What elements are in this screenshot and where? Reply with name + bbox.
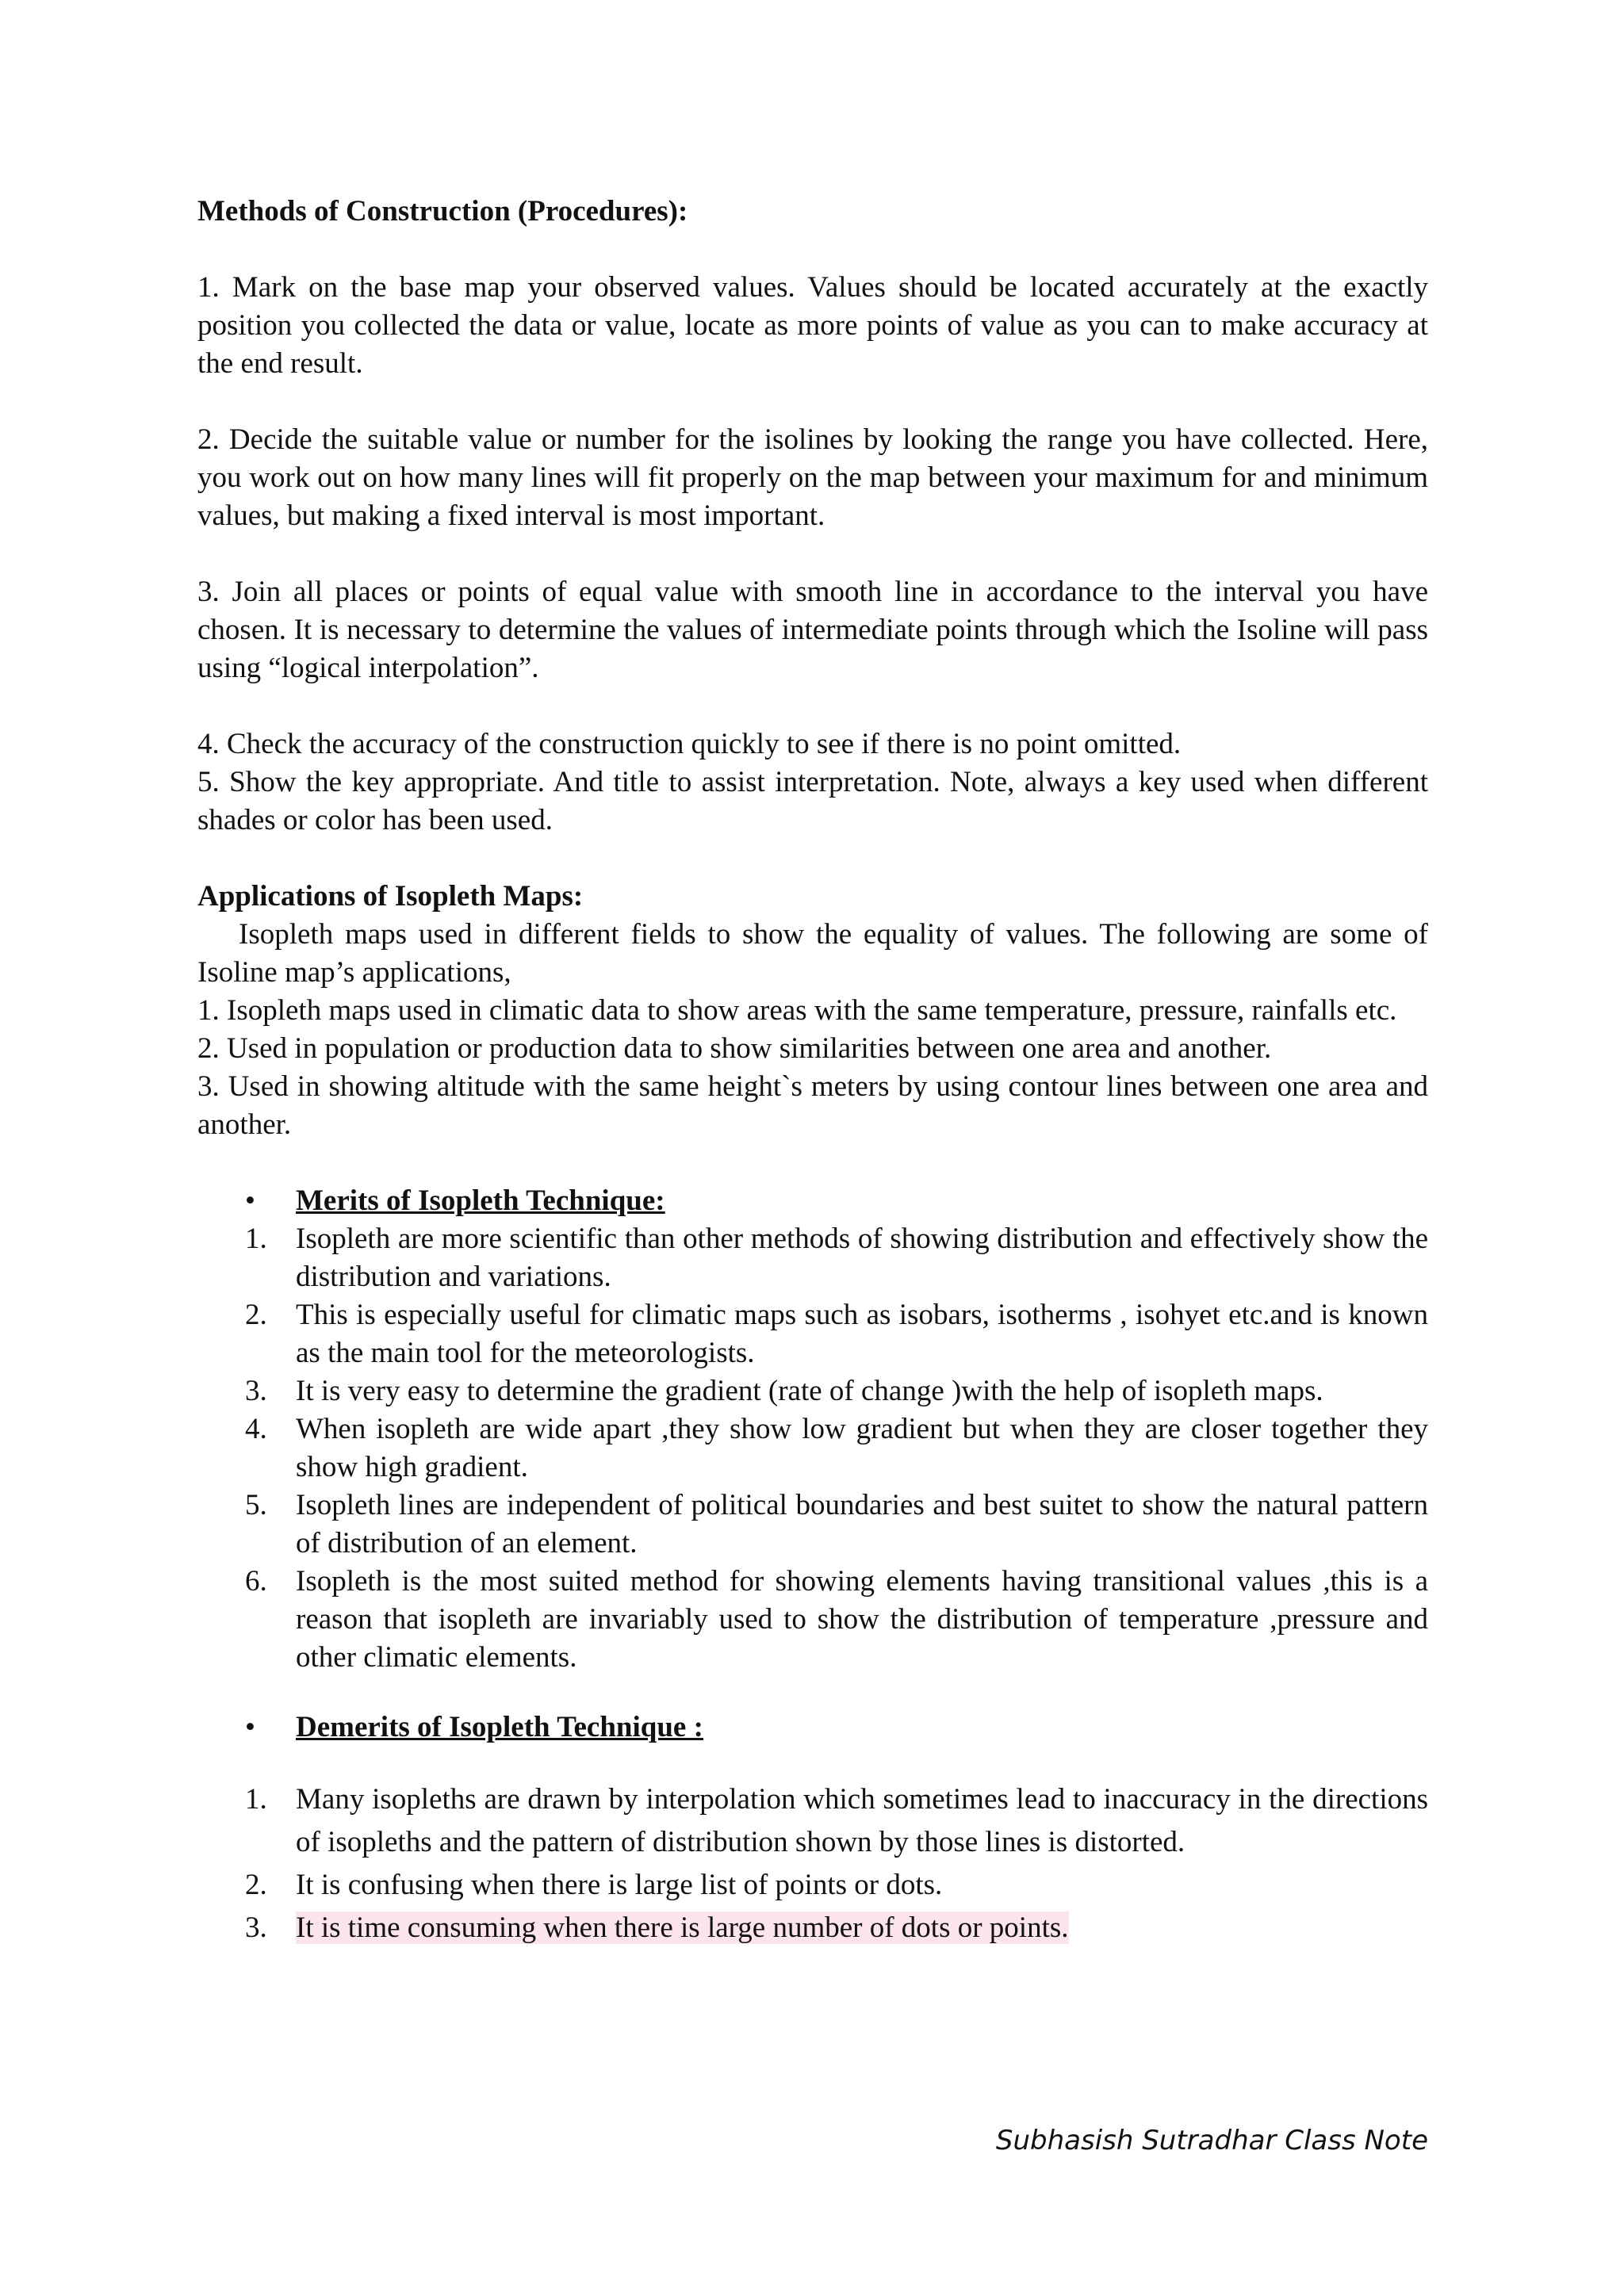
list-number: 4. bbox=[245, 1413, 267, 1445]
method-step-5: 5. Show the key appropriate. And title to assist interpretation. Note, always a key used when different shades or color has been used. bbox=[197, 766, 1428, 836]
list-item-text-highlighted: It is time consuming when there is large number of dots or points. bbox=[296, 1911, 1069, 1944]
list-item bbox=[197, 1220, 1428, 1296]
list-item-text: Isopleth is the most suited method for showing elements having transitional values ,this is a reason that isopleth are invariably used to show the distribution of temperature ,pressure and other climatic elements. bbox=[296, 1565, 1428, 1674]
list-item-text: It is very easy to determine the gradient (rate of change )with the help of isopleth maps. bbox=[296, 1375, 1323, 1407]
applications-heading: Applications of Isopleth Maps: bbox=[197, 880, 584, 913]
list-item bbox=[197, 1410, 1428, 1487]
demerits-heading-row bbox=[197, 1709, 1428, 1747]
list-item bbox=[197, 1487, 1428, 1563]
merits-heading-row bbox=[197, 1182, 1428, 1220]
list-item-text: It is confusing when there is large list of points or dots. bbox=[296, 1869, 943, 1901]
methods-heading: Methods of Construction (Procedures): bbox=[197, 195, 688, 228]
list-item bbox=[197, 1778, 1428, 1864]
applications-intro: Isopleth maps used in different fields to show the equality of values. The following are some of Isoline map’s applications, bbox=[197, 918, 1428, 989]
method-step-4: 4. Check the accuracy of the construction quickly to see if there is no point omitted. bbox=[197, 728, 1182, 760]
demerits-list bbox=[197, 1778, 1428, 1950]
list-number: 5. bbox=[245, 1489, 267, 1521]
list-number: 6. bbox=[245, 1565, 267, 1598]
list-number: 3. bbox=[245, 1375, 267, 1407]
list-item-text: Many isopleths are drawn by interpolation which sometimes lead to inaccuracy in the directions of isopleths and the pattern of distribution shown by those lines is distorted. bbox=[296, 1783, 1428, 1858]
list-item bbox=[197, 1864, 1428, 1907]
list-item-text: Isopleth are more scientific than other methods of showing distribution and effectively show the distribution and variations. bbox=[296, 1223, 1428, 1293]
merits-list bbox=[197, 1220, 1428, 1677]
application-item-1: 1. Isopleth maps used in climatic data to show areas with the same temperature, pressure, rainfalls etc. bbox=[197, 994, 1397, 1027]
list-item bbox=[197, 1907, 1428, 1950]
footer-note: Subhasish Sutradhar Class Note bbox=[995, 2125, 1428, 2156]
list-item bbox=[197, 1296, 1428, 1372]
method-step-2: 2. Decide the suitable value or number for the isolines by looking the range you have collected. Here, you work out on how many lines will fit properly on the map between your maximum for and minimum values, but making a fixed interval is most important. bbox=[197, 423, 1428, 532]
list-item bbox=[197, 1563, 1428, 1677]
list-number: 1. bbox=[245, 1783, 267, 1816]
list-item-text: Isopleth lines are independent of political boundaries and best suitet to show the natural pattern of distribution of an element. bbox=[296, 1489, 1428, 1559]
application-item-2: 2. Used in population or production data to show similarities between one area and another. bbox=[197, 1032, 1272, 1065]
list-item-text: This is especially useful for climatic maps such as isobars, isotherms , isohyet etc.and is known as the main tool for the meteorologists. bbox=[296, 1299, 1428, 1369]
bullet-icon: • bbox=[245, 1184, 255, 1217]
method-step-3: 3. Join all places or points of equal value with smooth line in accordance to the interval you have chosen. It is necessary to determine the values of intermediate points through which the Isoline will pass using “logical interpolation”. bbox=[197, 576, 1428, 684]
bullet-icon: • bbox=[245, 1711, 255, 1743]
list-item-text: When isopleth are wide apart ,they show low gradient but when they are closer together they show high gradient. bbox=[296, 1413, 1428, 1483]
list-item bbox=[197, 1372, 1428, 1410]
application-item-3: 3. Used in showing altitude with the same height`s meters by using contour lines between one area and another. bbox=[197, 1070, 1428, 1141]
list-number: 3. bbox=[245, 1911, 267, 1944]
list-number: 2. bbox=[245, 1869, 267, 1901]
list-number: 1. bbox=[245, 1223, 267, 1255]
merits-heading: Merits of Isopleth Technique: bbox=[296, 1184, 665, 1217]
demerits-heading: Demerits of Isopleth Technique : bbox=[296, 1711, 703, 1743]
list-number: 2. bbox=[245, 1299, 267, 1331]
document-page bbox=[197, 193, 1428, 1950]
method-step-1: 1. Mark on the base map your observed values. Values should be located accurately at the exactly position you collected the data or value, locate as more points of value as you can to make accuracy at the end result. bbox=[197, 271, 1428, 380]
